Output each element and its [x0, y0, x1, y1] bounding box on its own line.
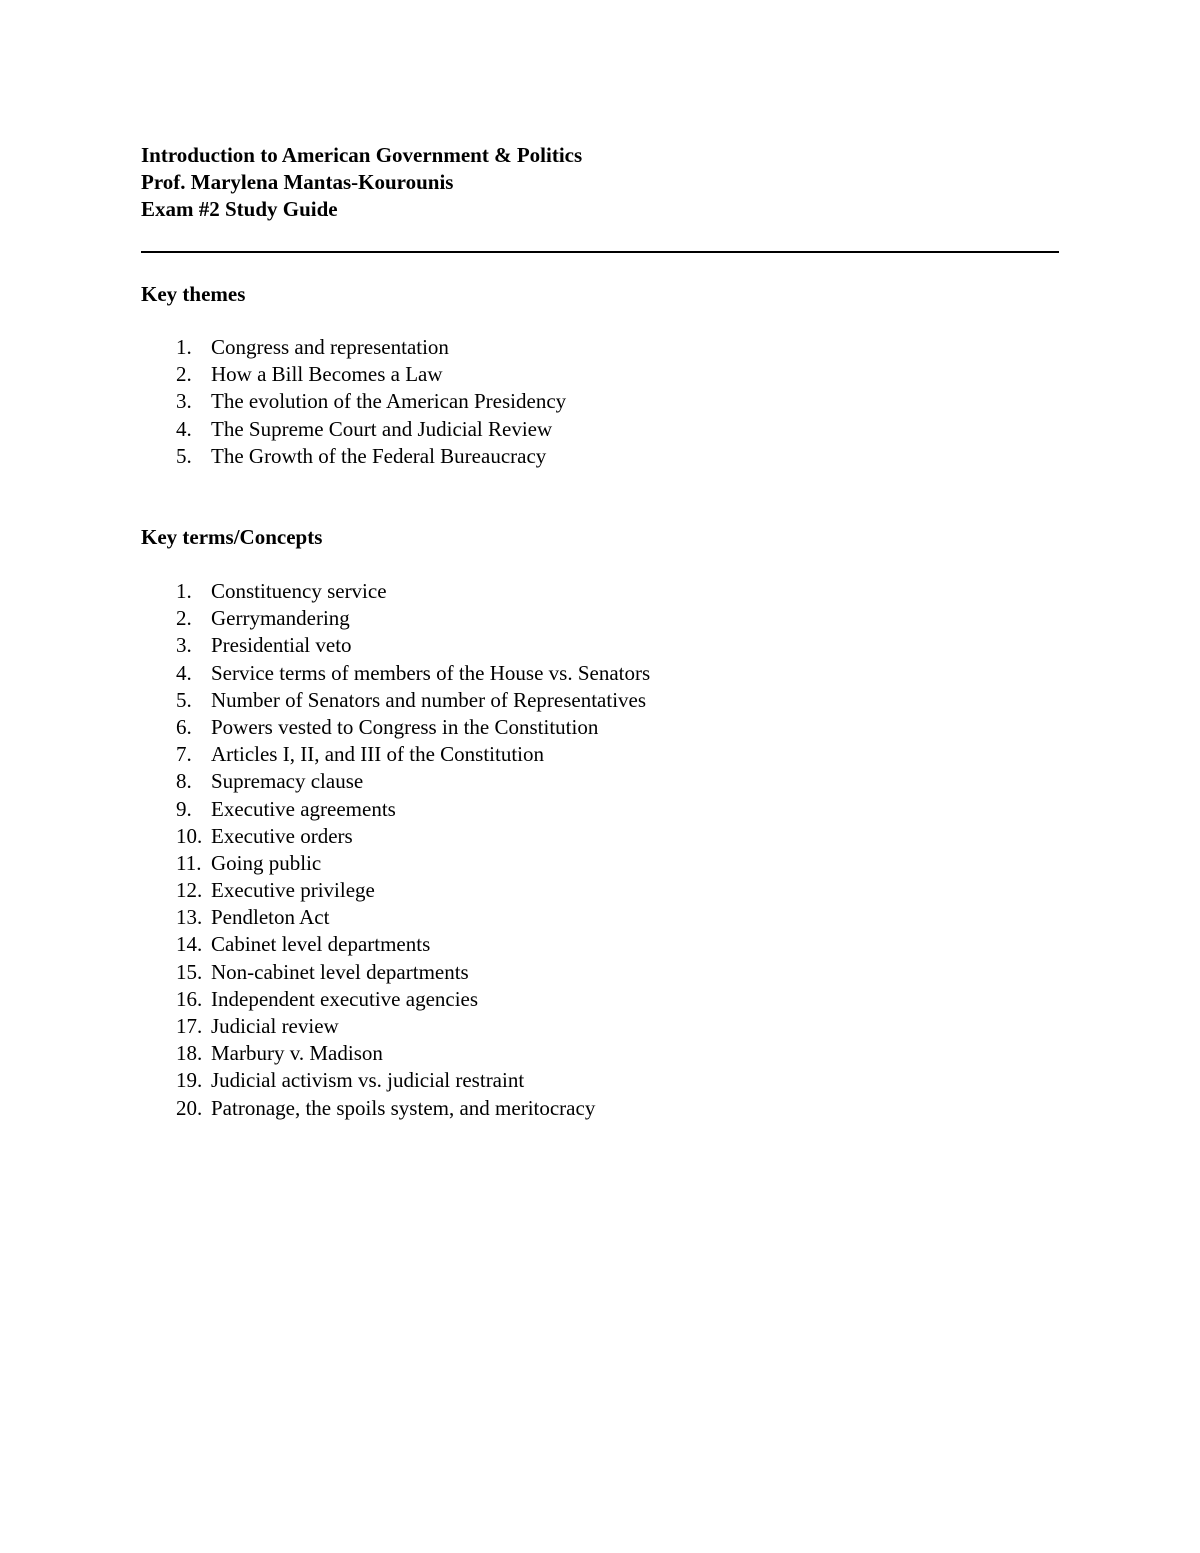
horizontal-rule: [141, 251, 1059, 253]
key-term-item: [141, 632, 650, 659]
key-term-item-text: Marbury v. Madison: [211, 1041, 383, 1066]
key-term-item-number: 3.: [176, 633, 192, 658]
key-themes-list: [141, 334, 566, 470]
key-term-item-number: 19.: [176, 1068, 203, 1093]
key-term-item-text: Constituency service: [211, 579, 387, 603]
course-title: Introduction to American Government & Politics: [141, 143, 583, 167]
key-term-item-number: 6.: [176, 714, 192, 739]
key-term-item: [141, 1013, 650, 1040]
document-header: [141, 142, 582, 223]
key-terms-list: [141, 578, 650, 1122]
key-term-item-text: Patronage, the spoils system, and meritocracy: [211, 1095, 596, 1120]
key-theme-item-text: The Growth of the Federal Bureaucracy: [211, 443, 547, 468]
key-term-item: [141, 877, 650, 904]
key-term-item-text: Presidential veto: [211, 633, 352, 658]
key-theme-item-text: How a Bill Becomes a Law: [211, 362, 443, 387]
key-theme-item-number: 5.: [176, 443, 192, 468]
key-term-item: [141, 850, 650, 877]
key-term-item: [141, 1095, 650, 1122]
key-term-item: [141, 578, 650, 605]
key-theme-item-number: 2.: [176, 362, 192, 387]
key-term-item-text: Executive privilege: [211, 878, 375, 903]
key-term-item-number: 1.: [176, 579, 192, 603]
professor-name: Prof. Marylena Mantas-Kourounis: [141, 170, 454, 194]
key-term-item-number: 7.: [176, 742, 192, 767]
key-theme-item-number: 3.: [176, 389, 192, 414]
key-term-item: [141, 660, 650, 687]
key-term-item-number: 13.: [176, 905, 203, 930]
key-term-item-number: 18.: [176, 1041, 203, 1066]
key-theme-item: [141, 443, 566, 470]
key-term-item: [141, 687, 650, 714]
key-themes-heading: Key themes: [141, 282, 246, 306]
key-term-item-text: Judicial activism vs. judicial restraint: [211, 1068, 525, 1093]
key-term-item-text: Judicial review: [211, 1014, 339, 1038]
key-term-item-text: Independent executive agencies: [211, 986, 479, 1011]
key-term-item-number: 5.: [176, 687, 192, 712]
key-theme-item: [141, 334, 566, 361]
key-term-item-text: Articles I, II, and III of the Constitution: [211, 742, 545, 767]
key-term-item: [141, 959, 650, 986]
key-term-item-number: 9.: [176, 796, 192, 821]
key-term-item: [141, 986, 650, 1013]
key-theme-item: [141, 388, 566, 415]
key-term-item-number: 15.: [176, 959, 203, 984]
key-term-item: [141, 823, 650, 850]
key-term-item: [141, 741, 650, 768]
key-term-item-text: Executive agreements: [211, 796, 396, 821]
key-term-item-text: Going public: [211, 850, 322, 875]
key-term-item: [141, 1067, 650, 1094]
document-title: Exam #2 Study Guide: [141, 197, 338, 221]
key-term-item: [141, 714, 650, 741]
key-term-item-number: 17.: [176, 1014, 203, 1038]
key-term-item-number: 8.: [176, 769, 192, 794]
key-term-item-number: 10.: [176, 823, 203, 848]
key-term-item-number: 16.: [176, 986, 203, 1011]
key-term-item-number: 11.: [176, 850, 202, 875]
key-theme-item-text: The Supreme Court and Judicial Review: [211, 416, 553, 441]
key-term-item-number: 12.: [176, 878, 203, 903]
key-term-item: [141, 904, 650, 931]
key-term-item-number: 4.: [176, 660, 192, 685]
key-term-item-number: 2.: [176, 606, 192, 631]
key-term-item: [141, 768, 650, 795]
key-theme-item-number: 1.: [176, 335, 192, 359]
key-term-item-text: Executive orders: [211, 823, 353, 848]
key-theme-item: [141, 361, 566, 388]
key-term-item-text: Service terms of members of the House vs. Senators: [211, 660, 651, 685]
key-term-item-text: Gerrymandering: [211, 606, 350, 631]
key-term-item: [141, 796, 650, 823]
key-term-item: [141, 931, 650, 958]
key-theme-item-number: 4.: [176, 416, 192, 441]
key-term-item-number: 20.: [176, 1095, 203, 1120]
key-term-item: [141, 605, 650, 632]
key-term-item-text: Pendleton Act: [211, 905, 330, 930]
key-term-item-text: Number of Senators and number of Representatives: [211, 687, 647, 712]
key-term-item-text: Supremacy clause: [211, 769, 364, 794]
key-term-item-text: Non-cabinet level departments: [211, 959, 469, 984]
key-terms-heading: Key terms/Concepts: [141, 525, 323, 549]
key-term-item-text: Cabinet level departments: [211, 932, 431, 957]
key-term-item-number: 14.: [176, 932, 203, 957]
key-term-item: [141, 1040, 650, 1067]
key-theme-item-text: Congress and representation: [211, 335, 449, 359]
key-theme-item-text: The evolution of the American Presidency: [211, 389, 567, 414]
key-term-item-text: Powers vested to Congress in the Constitution: [211, 714, 599, 739]
key-theme-item: [141, 416, 566, 443]
